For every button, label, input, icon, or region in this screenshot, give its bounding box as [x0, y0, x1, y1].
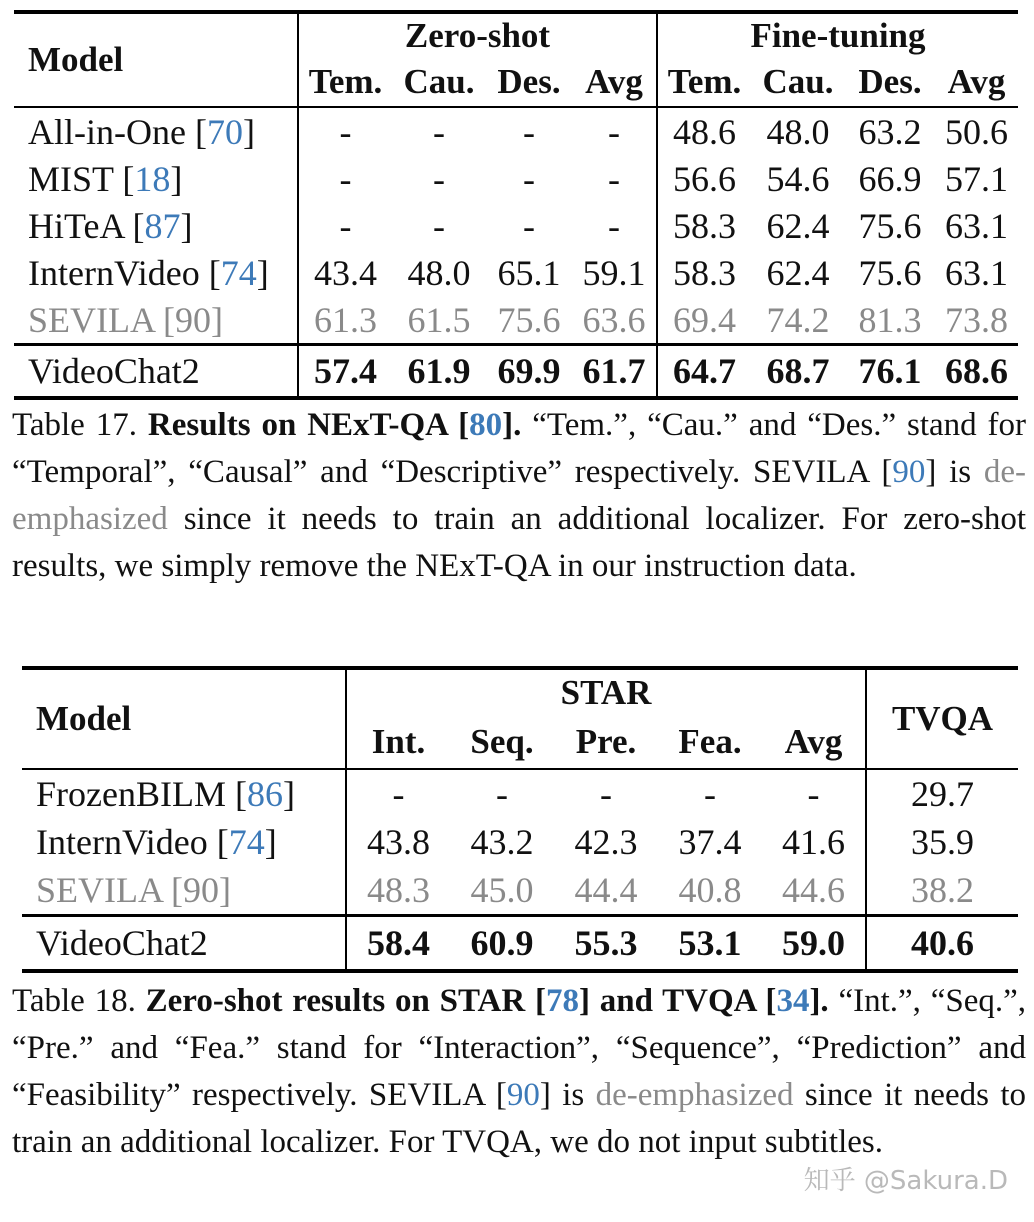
table18-col-header: Fea. — [658, 716, 762, 769]
table-row — [14, 249, 1018, 296]
table-cell: 38.2 — [866, 866, 1018, 916]
table-cell: 61.3 — [298, 296, 392, 345]
table-cell: 48.0 — [407, 252, 471, 293]
table-cell: 75.6 — [858, 205, 922, 246]
table-cell: 63.1 — [945, 205, 1008, 246]
citation-link[interactable]: 87 — [144, 205, 181, 246]
model-name: InternVideo [74] — [28, 252, 269, 293]
table-cell: 69.4 — [657, 296, 751, 345]
table-cell: 64.7 — [657, 345, 751, 399]
table-row — [22, 818, 1018, 866]
table-cell: - — [807, 774, 820, 814]
table-cell: 75.6 — [858, 252, 922, 293]
table-18-caption: Table 18. Zero-shot results on STAR [78] and TVQA [34]. “Int.”, “Seq.”, “Pre.” and “Fea.” stand for “Interaction”, “Sequence”, “Prediction” and “Feasibility” respectively. SEVILA [90] is de-emphasized since it needs to train an additional localizer. For TVQA, we do not input subtitles. — [12, 983, 1026, 1160]
table17-group-fine-tuning: Fine-tuning — [657, 12, 1018, 58]
table-cell: - — [600, 774, 612, 814]
table18-header-model: Model — [22, 668, 346, 769]
table-17 — [14, 10, 1018, 400]
table-cell: - — [346, 769, 450, 818]
table-17-caption: Table 17. Results on NExT-QA [80]. “Tem.”, “Cau.” and “Des.” stand for “Temporal”, “Causal” and “Descriptive” respectively. SEVILA [90] is de-emphasized since it needs to train an additional localizer. For zero-shot results, we simply remove the NExT-QA in our instruction data. — [12, 407, 1027, 584]
citation-link[interactable]: 90 — [183, 870, 219, 910]
table-row — [14, 155, 1018, 202]
table-row — [14, 202, 1018, 249]
table17-col-header: Avg — [935, 58, 1018, 107]
model-name: InternVideo [74] — [36, 822, 277, 862]
citation-link[interactable]: 18 — [134, 158, 171, 199]
table-cell: 55.3 — [554, 916, 658, 972]
table-cell: 66.9 — [858, 158, 922, 199]
table17-header-model: Model — [14, 12, 298, 107]
table-cell: 58.4 — [346, 916, 450, 972]
table-cell: 56.6 — [657, 155, 751, 202]
table-cell: 44.6 — [782, 870, 845, 910]
table-cell: - — [523, 158, 535, 199]
table18-col-header: Pre. — [554, 716, 658, 769]
caption-label: Table 17. — [12, 407, 137, 443]
table-row — [14, 107, 1018, 155]
table-cell: - — [523, 111, 535, 152]
caption-title: Results on NExT-QA [80]. — [147, 407, 522, 443]
table17-col-header: Des. — [845, 58, 935, 107]
table-cell: 74.2 — [766, 299, 830, 340]
table-cell: 61.5 — [407, 299, 471, 340]
citation-link[interactable]: 90 — [506, 1077, 540, 1113]
table-cell: 73.8 — [945, 299, 1008, 340]
table-cell: - — [608, 111, 620, 152]
table-cell: 37.4 — [678, 822, 742, 862]
citation-link[interactable]: 80 — [469, 407, 503, 443]
table-cell: - — [433, 158, 445, 199]
table17-col-header: Tem. — [298, 58, 392, 107]
table-cell: 58.3 — [657, 202, 751, 249]
table-cell: 53.1 — [658, 916, 762, 972]
table-cell: 45.0 — [470, 870, 534, 910]
table-18 — [22, 666, 1018, 973]
table-cell: 54.6 — [766, 158, 830, 199]
citation-link[interactable]: 90 — [892, 454, 926, 490]
table17-col-header: Avg — [572, 58, 657, 107]
table-cell: 43.4 — [298, 249, 392, 296]
table-cell: 63.2 — [858, 111, 922, 152]
table-cell: 81.3 — [858, 299, 922, 340]
table-cell: - — [298, 155, 392, 202]
table-cell: 60.9 — [450, 916, 554, 972]
table-cell: 44.4 — [574, 870, 638, 910]
watermark: 知乎 @Sakura.D — [803, 1166, 1008, 1196]
grey-text: de-emphasized — [595, 1077, 794, 1113]
table-cell: 59.0 — [762, 916, 866, 972]
table18-col-header: Avg — [762, 716, 866, 769]
grey-text: de-emphasized — [12, 454, 1027, 537]
table-cell: - — [608, 158, 620, 199]
table-row — [14, 345, 1018, 399]
citation-link[interactable]: 74 — [220, 252, 257, 293]
table-cell: 62.4 — [766, 205, 830, 246]
model-name: All-in-One [70] — [28, 111, 255, 152]
table-cell: 40.8 — [678, 870, 742, 910]
table17-group-zero-shot: Zero-shot — [298, 12, 657, 58]
table-cell: - — [523, 205, 535, 246]
table-row — [14, 296, 1018, 345]
model-name: VideoChat2 — [22, 916, 346, 972]
table-cell: 57.1 — [945, 158, 1008, 199]
table-cell: - — [298, 202, 392, 249]
citation-link[interactable]: 34 — [776, 983, 810, 1019]
model-name: VideoChat2 — [14, 345, 298, 399]
table-cell: 43.8 — [346, 818, 450, 866]
table-row — [22, 769, 1018, 818]
table18-col-header: Int. — [346, 716, 450, 769]
table-cell: 68.7 — [751, 345, 845, 399]
citation-link[interactable]: 78 — [545, 983, 579, 1019]
table-cell: 58.3 — [657, 249, 751, 296]
table-cell: 48.3 — [346, 866, 450, 916]
table-cell: - — [433, 205, 445, 246]
table18-col-header: Seq. — [450, 716, 554, 769]
table-cell: 68.6 — [935, 345, 1018, 399]
table-cell: - — [433, 111, 445, 152]
table-cell: 61.9 — [392, 345, 486, 399]
table-cell: 65.1 — [497, 252, 561, 293]
table17-col-header: Des. — [486, 58, 572, 107]
citation-link[interactable]: 70 — [206, 111, 243, 152]
table-row — [22, 916, 1018, 972]
table-cell: 63.6 — [582, 299, 646, 340]
table-cell: 42.3 — [574, 822, 638, 862]
table-cell: 59.1 — [582, 252, 646, 293]
table-cell: 29.7 — [866, 769, 1018, 818]
citation-link[interactable]: 90 — [175, 299, 211, 340]
citation-link[interactable]: 74 — [228, 822, 265, 862]
table-cell: 48.6 — [657, 107, 751, 155]
table17-col-header: Cau. — [392, 58, 486, 107]
table18-group-star: STAR — [346, 668, 866, 716]
table-cell: 48.0 — [766, 111, 830, 152]
model-name: SEVILA [90] — [36, 870, 231, 910]
table-cell: 63.1 — [945, 252, 1008, 293]
table-cell: - — [298, 107, 392, 155]
model-name: FrozenBILM [86] — [36, 774, 295, 814]
table-cell: - — [608, 205, 620, 246]
model-name: SEVILA [90] — [28, 299, 223, 340]
table-cell: - — [704, 774, 716, 814]
table18-header-tvqa: TVQA — [866, 668, 1018, 769]
table-cell: 43.2 — [470, 822, 534, 862]
table-cell: 69.9 — [486, 345, 572, 399]
table-cell: 76.1 — [845, 345, 935, 399]
table-cell: 50.6 — [945, 111, 1008, 152]
table-cell: 41.6 — [782, 822, 845, 862]
table17-col-header: Cau. — [751, 58, 845, 107]
model-name: MIST [18] — [28, 158, 183, 199]
table-cell: 57.4 — [298, 345, 392, 399]
table-cell: 40.6 — [866, 916, 1018, 972]
table-cell: 35.9 — [866, 818, 1018, 866]
table-cell: - — [496, 774, 508, 814]
table-cell: 62.4 — [766, 252, 830, 293]
table-cell: 61.7 — [572, 345, 657, 399]
table-cell: 75.6 — [497, 299, 561, 340]
table17-col-header: Tem. — [657, 58, 751, 107]
citation-link[interactable]: 86 — [246, 774, 283, 814]
model-name: HiTeA [87] — [28, 205, 193, 246]
table-row — [22, 866, 1018, 916]
caption-label: Table 18. — [12, 983, 136, 1019]
caption-title: Zero-shot results on STAR [78] and TVQA [34]. — [145, 983, 829, 1019]
